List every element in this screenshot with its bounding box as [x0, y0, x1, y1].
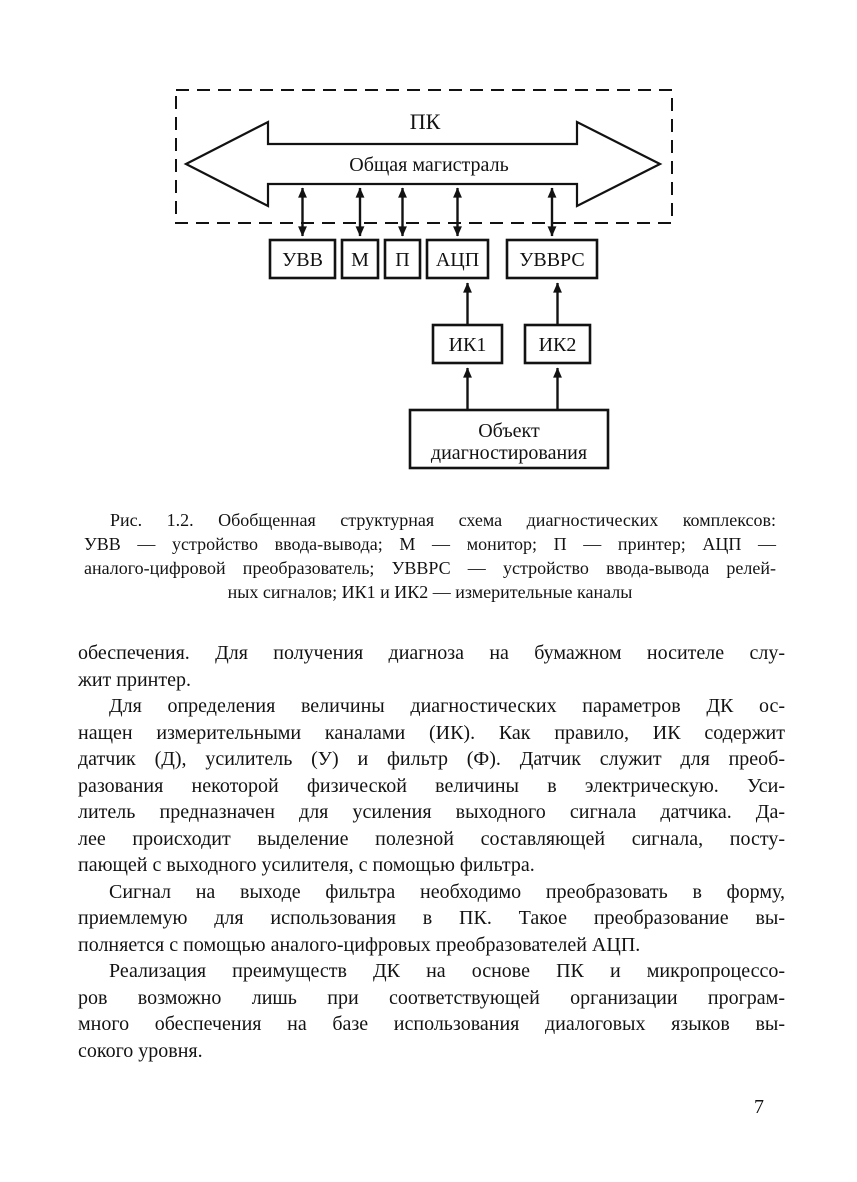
box-diagnostic-object-label-2: диагностирования: [430, 442, 588, 464]
bus-device-links: [303, 188, 553, 236]
figure-caption: [84, 508, 776, 604]
text-line: Для определения величины диагностических параметров ДК ос-: [109, 695, 785, 717]
page-number: 7: [754, 1096, 764, 1118]
caption-line-4: ных сигналов; ИК1 и ИК2 — измерительные каналы: [227, 582, 633, 602]
box-adc-label: АЦП: [435, 249, 480, 271]
text-line: датчик (Д), усилитель (У) и фильтр (Ф). Датчик служит для преоб-: [78, 748, 785, 770]
text-line: приемлемую для использования в ПК. Такое преобразование вы-: [78, 907, 785, 929]
pc-label: ПК: [409, 109, 441, 134]
text-line: жит принтер.: [78, 668, 191, 691]
body-text: [78, 640, 785, 1064]
box-printer-label: П: [395, 249, 410, 271]
text-line: сокого уровня.: [78, 1039, 203, 1062]
text-line: Сигнал на выходе фильтра необходимо преобразовать в форму,: [109, 880, 785, 903]
box-uvvrs-label: УВВРС: [519, 249, 585, 271]
caption-line-1: Рис. 1.2. Обобщенная структурная схема диагностических комплексов:: [110, 510, 776, 530]
text-line: лее происходит выделение полезной составляющей сигнала, посту-: [78, 827, 785, 850]
bus-label: Общая магистраль: [349, 154, 509, 176]
text-line: пающей с выходного усилителя, с помощью фильтра.: [78, 854, 535, 876]
box-monitor-label: М: [351, 249, 369, 271]
box-diagnostic-object-label-1: Объект: [478, 420, 540, 442]
text-line: обеспечения. Для получения диагноза на бумажном носителе слу-: [78, 642, 785, 664]
text-line: нащен измерительными каналами (ИК). Как правило, ИК содержит: [78, 721, 785, 744]
text-line: полняется с помощью аналого-цифровых преобразователей АЦП.: [78, 933, 641, 956]
text-line: разования некоторой физической величины в электрическую. Уси-: [78, 774, 785, 797]
text-line: литель предназначен для усиления выходного сигнала датчика. Да-: [78, 801, 785, 823]
box-uvv-label: УВВ: [282, 249, 323, 271]
box-ik1-label: ИК1: [448, 334, 487, 356]
text-line: ров возможно лишь при соответствующей организации програм-: [78, 986, 785, 1009]
text-line: Реализация преимуществ ДК на основе ПК и микропроцессо-: [109, 960, 785, 982]
text-line: много обеспечения на базе использования диалоговых языков вы-: [78, 1013, 785, 1035]
caption-line-2: УВВ — устройство ввода-вывода; М — монитор; П — принтер; АЦП —: [84, 534, 776, 554]
caption-line-3: аналого-цифровой преобразователь; УВВРС — устройство ввода-вывода релей-: [84, 558, 776, 578]
box-ik2-label: ИК2: [538, 334, 577, 356]
figure-diagram: [0, 0, 857, 480]
